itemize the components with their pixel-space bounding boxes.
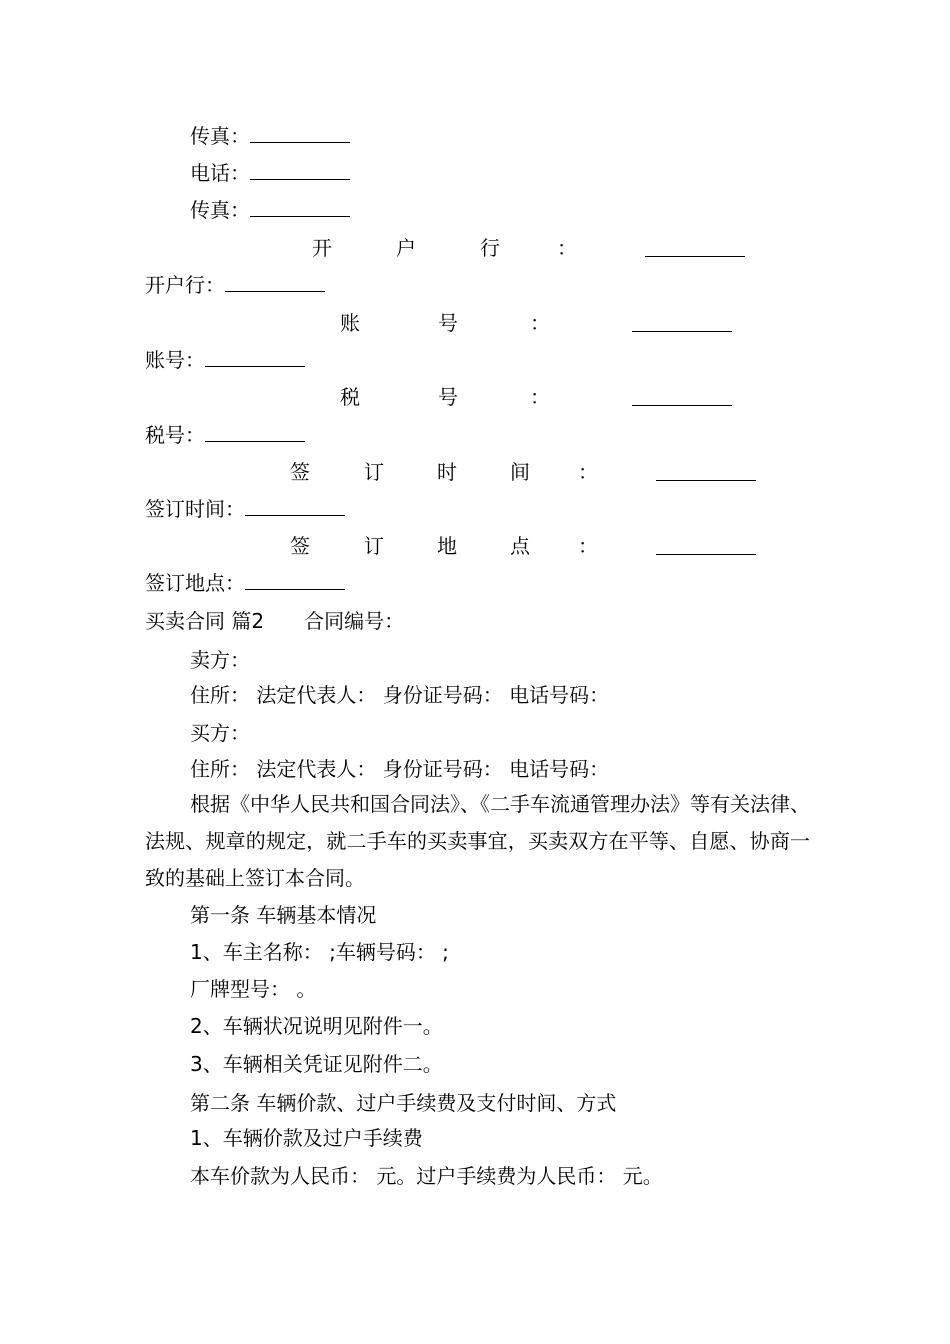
blank-line <box>645 242 745 257</box>
article-1-brand: 厂牌型号： 。 <box>190 977 317 1001</box>
spread-char: ： <box>578 460 598 484</box>
spread-char: 签 <box>290 534 310 558</box>
blank-line <box>245 575 345 590</box>
contract-number-label: 合同编号： <box>304 609 405 633</box>
spread-char: 签 <box>290 460 310 484</box>
spread-char: ： <box>557 236 577 260</box>
article-2-item-1: 1、车辆价款及过户手续费 <box>190 1126 423 1150</box>
blank-line <box>205 427 305 442</box>
contract-heading-row <box>145 611 810 631</box>
spread-char: 户 <box>396 236 416 260</box>
contract-heading: 买卖合同 篇2 <box>145 609 265 633</box>
article-1-item-1: 1、车主名称： ;车辆号码： ; <box>190 940 449 964</box>
spread-char: 税 <box>340 385 360 409</box>
article-1-item-2: 2、车辆状况说明见附件一。 <box>190 1014 443 1038</box>
blank-line <box>250 128 350 143</box>
spread-char: 号 <box>438 311 458 335</box>
spread-char: 行 <box>480 236 500 260</box>
signdate-field: 签订时间： <box>145 499 810 519</box>
blank-line <box>205 352 305 367</box>
blank-line <box>656 466 756 481</box>
spread-char: ： <box>530 385 550 409</box>
blank-line <box>632 391 732 406</box>
tax-field: 税号： <box>145 425 810 445</box>
seller-info: 住所： 法定代表人： 身份证号码： 电话号码： <box>190 683 610 707</box>
spread-char: 点 <box>510 534 530 558</box>
preamble-paragraph: 根据《中华人民共和国合同法》、《二手车流通管理办法》等有关法律、法规、规章的规定，就二手车的买卖事宜，买卖双方在平等、自愿、协商一致的基础上签订本合同。 <box>145 792 810 890</box>
spread-char: 间 <box>510 460 530 484</box>
spread-char: 时 <box>437 460 457 484</box>
article-1-item-3: 3、车辆相关凭证见附件二。 <box>190 1052 443 1076</box>
spread-char: 订 <box>364 534 384 558</box>
blank-line <box>250 202 350 217</box>
fax-field-2: 传真： <box>190 200 855 220</box>
phone-field: 电话： <box>190 163 855 183</box>
spread-char: 开 <box>312 236 332 260</box>
spread-char: 地 <box>437 534 457 558</box>
buyer-label: 买方： <box>190 721 250 745</box>
signplace-field: 签订地点： <box>145 573 810 593</box>
article-1-title: 第一条 车辆基本情况 <box>190 903 377 927</box>
account-field: 账号： <box>145 350 810 370</box>
spread-char: 号 <box>438 385 458 409</box>
article-2-price: 本车价款为人民币： 元。过户手续费为人民币： 元。 <box>190 1164 663 1188</box>
article-2-title: 第二条 车辆价款、过户手续费及支付时间、方式 <box>190 1091 617 1115</box>
bank-field: 开户行： <box>145 275 810 295</box>
blank-line <box>656 540 756 555</box>
spread-char: 订 <box>364 460 384 484</box>
fax-field-1: 传真： <box>190 126 855 146</box>
spread-char: ： <box>578 534 598 558</box>
blank-line <box>250 165 350 180</box>
blank-line <box>632 317 732 332</box>
spread-char: 账 <box>340 311 360 335</box>
buyer-info: 住所： 法定代表人： 身份证号码： 电话号码： <box>190 757 610 781</box>
blank-line <box>225 277 325 292</box>
blank-line <box>245 501 345 516</box>
spread-char: ： <box>530 311 550 335</box>
seller-label: 卖方： <box>190 648 250 672</box>
